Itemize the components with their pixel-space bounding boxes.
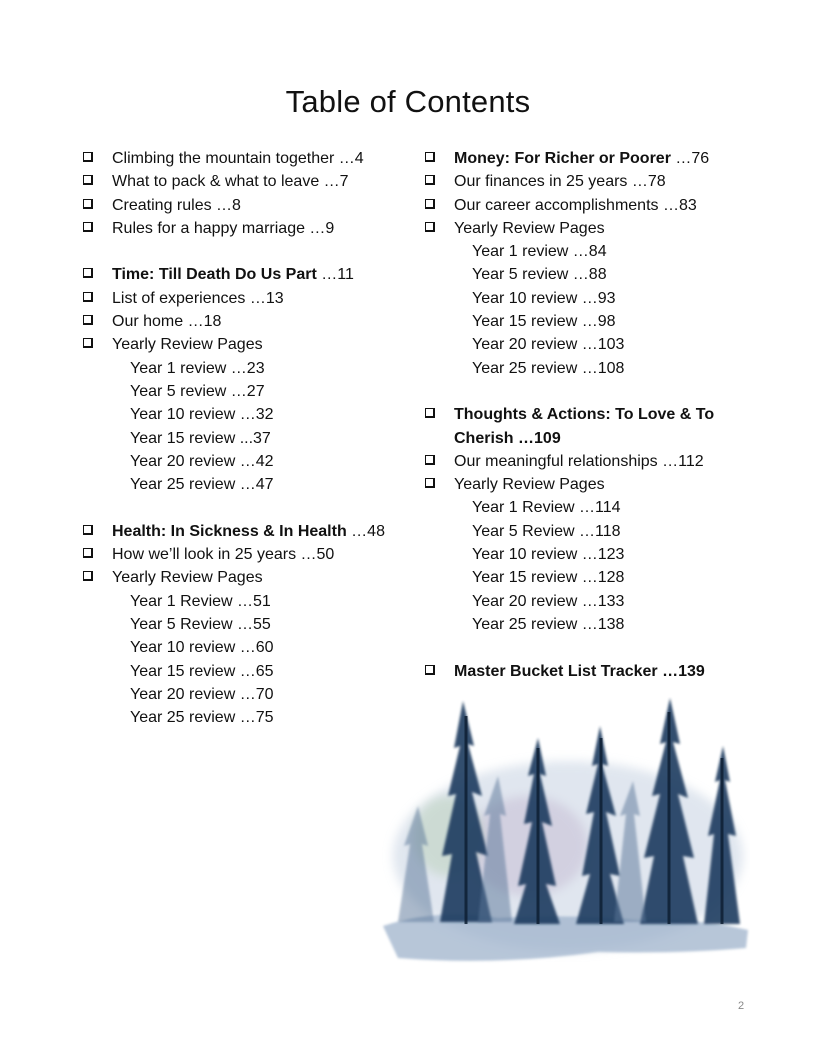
- toc-entry-label: Our career accomplishments: [454, 196, 659, 214]
- checkbox-icon[interactable]: [83, 338, 93, 348]
- toc-item: [425, 473, 755, 496]
- toc-subitem: [425, 333, 755, 356]
- toc-subitem: [425, 357, 755, 380]
- toc-page-number: ...37: [235, 429, 271, 447]
- toc-entry-label: Year 5 Review: [472, 522, 575, 540]
- toc-subitem: [83, 706, 403, 729]
- toc-page-number: …51: [232, 592, 271, 610]
- toc-entry-label: Creating rules: [112, 196, 212, 214]
- toc-page-number: …103: [577, 336, 625, 354]
- toc-entry-label: Year 15 review: [130, 429, 236, 447]
- toc-page-number: …42: [235, 452, 274, 470]
- toc-entry-label: Yearly Review Pages: [112, 336, 263, 354]
- toc-left-column: [83, 147, 403, 729]
- checkbox-icon[interactable]: [83, 175, 93, 185]
- checkbox-icon[interactable]: [83, 199, 93, 209]
- toc-subitem: [83, 357, 403, 380]
- toc-page-number: …50: [296, 546, 335, 564]
- section-spacer: [425, 636, 755, 659]
- checkbox-icon[interactable]: [83, 222, 93, 232]
- toc-page-number: …98: [577, 313, 616, 331]
- checkbox-icon[interactable]: [425, 408, 435, 418]
- toc-entry-label: Time: Till Death Do Us Part: [112, 266, 317, 284]
- checkbox-icon[interactable]: [83, 571, 93, 581]
- toc-page-number: …4: [334, 150, 364, 167]
- toc-page-number: …65: [235, 662, 274, 680]
- section-spacer: [83, 240, 403, 263]
- toc-subitem: [83, 450, 403, 473]
- toc-item: [83, 263, 403, 286]
- checkbox-icon[interactable]: [83, 268, 93, 278]
- checkbox-icon[interactable]: [425, 222, 435, 232]
- toc-entry-label: Year 1 review: [130, 359, 227, 377]
- toc-entry-label: Year 1 Review: [130, 592, 233, 610]
- checkbox-icon[interactable]: [425, 175, 435, 185]
- toc-item: [425, 147, 755, 170]
- toc-entry-label: Year 15 review: [472, 313, 578, 331]
- toc-subitem: [83, 636, 403, 659]
- toc-page-number: …32: [235, 406, 274, 424]
- toc-page-number: …83: [658, 196, 697, 214]
- checkbox-icon[interactable]: [425, 455, 435, 465]
- toc-subitem: [83, 590, 403, 613]
- toc-entry-label: Year 10 review: [130, 406, 236, 424]
- checkbox-icon[interactable]: [83, 525, 93, 535]
- toc-item: [83, 333, 403, 356]
- section-spacer: [425, 380, 755, 403]
- toc-page-number: …27: [226, 382, 265, 400]
- toc-entry-label: Rules for a happy marriage: [112, 219, 305, 237]
- toc-page-number: …23: [226, 359, 265, 377]
- watercolor-pine-trees-illustration: [378, 686, 750, 978]
- toc-page-number: …118: [574, 522, 621, 540]
- toc-entry-label: Year 20 review: [130, 685, 236, 703]
- toc-item: [83, 520, 403, 543]
- checkbox-icon[interactable]: [83, 315, 93, 325]
- toc-entry-label: Climbing the mountain together: [112, 150, 335, 167]
- toc-subitem: [83, 683, 403, 706]
- toc-entry-label: Year 15 review: [130, 662, 236, 680]
- toc-entry-label: Thoughts & Actions: To Love & To Cherish: [454, 406, 715, 447]
- checkbox-icon[interactable]: [83, 152, 93, 162]
- toc-entry-label: Year 20 review: [130, 452, 236, 470]
- toc-item: [83, 310, 403, 333]
- toc-entry-label: Year 20 review: [472, 336, 578, 354]
- toc-item: [83, 543, 403, 566]
- toc-page-number: …108: [577, 359, 625, 377]
- toc-page-number: …76: [670, 150, 710, 167]
- toc-subitem: [83, 403, 403, 426]
- toc-item: [425, 217, 755, 240]
- toc-page-number: …70: [235, 685, 274, 703]
- toc-subitem: [83, 380, 403, 403]
- toc-entry-label: Year 5 Review: [130, 615, 233, 633]
- toc-entry-label: Our finances in 25 years: [454, 173, 628, 191]
- toc-item: [83, 566, 403, 589]
- toc-subitem: [425, 543, 755, 566]
- toc-page-number: …112: [657, 452, 704, 470]
- toc-subitem: [83, 613, 403, 636]
- toc-subitem: [425, 310, 755, 333]
- toc-entry-label: Yearly Review Pages: [454, 476, 605, 494]
- toc-page-number: …84: [568, 243, 607, 261]
- toc-page-number: …18: [183, 313, 222, 331]
- toc-entry-label: Yearly Review Pages: [454, 219, 605, 237]
- toc-page-number: …9: [304, 219, 335, 237]
- toc-item: [425, 450, 755, 473]
- toc-entry-label: Year 5 review: [130, 382, 227, 400]
- toc-entry-label: Year 25 review: [130, 709, 236, 727]
- toc-entry-label: Year 1 review: [472, 243, 569, 261]
- toc-page-number: …11: [316, 266, 354, 284]
- toc-page-number: …114: [574, 499, 621, 517]
- toc-item: [83, 287, 403, 310]
- toc-entry-label: Year 10 review: [130, 639, 236, 657]
- toc-item: [425, 170, 755, 193]
- toc-entry-label: Year 20 review: [472, 592, 578, 610]
- toc-entry-label: Year 5 review: [472, 266, 569, 284]
- checkbox-icon[interactable]: [425, 478, 435, 488]
- toc-item: [425, 194, 755, 217]
- toc-entry-label: Our home: [112, 313, 184, 331]
- toc-item: [83, 217, 403, 240]
- checkbox-icon[interactable]: [425, 199, 435, 209]
- toc-page-number: …55: [232, 615, 271, 633]
- toc-item: [83, 147, 403, 170]
- toc-subitem: [83, 427, 403, 450]
- checkbox-icon[interactable]: [425, 665, 435, 675]
- toc-page-number: …8: [211, 196, 241, 214]
- toc-page-number: …60: [235, 639, 274, 657]
- toc-page-number: …123: [577, 546, 625, 564]
- toc-entry-label: Year 10 review: [472, 289, 578, 307]
- toc-subitem: [425, 566, 755, 589]
- toc-page-number: …13: [245, 289, 284, 307]
- toc-subitem: [425, 520, 755, 543]
- toc-subitem: [425, 613, 755, 636]
- toc-page-number: …138: [577, 615, 625, 633]
- toc-subitem: [425, 287, 755, 310]
- toc-subitem: [425, 590, 755, 613]
- toc-page-number: …139: [657, 662, 705, 680]
- toc-subitem: [83, 473, 403, 496]
- toc-item: [83, 194, 403, 217]
- toc-entry-label: Year 10 review: [472, 546, 578, 564]
- toc-subitem: [425, 240, 755, 263]
- toc-page-number: …128: [577, 569, 625, 587]
- toc-subitem: [83, 660, 403, 683]
- toc-subitem: [425, 496, 755, 519]
- toc-page-number: …93: [577, 289, 616, 307]
- toc-page-number: …78: [627, 173, 666, 191]
- toc-subitem: [425, 263, 755, 286]
- toc-entry-label: Year 15 review: [472, 569, 578, 587]
- toc-entry-label: Health: In Sickness & In Health: [112, 522, 347, 540]
- checkbox-icon[interactable]: [83, 548, 93, 558]
- toc-page-number: …75: [235, 709, 274, 727]
- toc-entry-label: Yearly Review Pages: [112, 569, 263, 587]
- toc-page-number: …109: [513, 429, 561, 447]
- toc-item: [425, 660, 755, 683]
- toc-entry-label: Money: For Richer or Poorer: [454, 150, 671, 167]
- toc-page-number: …133: [577, 592, 625, 610]
- checkbox-icon[interactable]: [425, 152, 435, 162]
- toc-item: [83, 170, 403, 193]
- toc-entry-label: List of experiences: [112, 289, 246, 307]
- toc-item: [425, 403, 755, 450]
- page-title: Table of Contents: [285, 84, 531, 119]
- toc-entry-label: How we’ll look in 25 years: [112, 546, 297, 564]
- toc-entry-label: Master Bucket List Tracker: [454, 662, 658, 680]
- toc-entry-label: Our meaningful relationships: [454, 452, 658, 470]
- toc-page-number: …48: [346, 522, 385, 540]
- toc-page-number: …47: [235, 476, 274, 494]
- toc-entry-label: Year 25 review: [472, 359, 578, 377]
- toc-entry-label: Year 1 Review: [472, 499, 575, 517]
- toc-page-number: …88: [568, 266, 607, 284]
- toc-entry-label: Year 25 review: [130, 476, 236, 494]
- toc-right-column: [425, 147, 755, 683]
- checkbox-icon[interactable]: [83, 292, 93, 302]
- page-number: 2: [738, 1000, 745, 1012]
- toc-page-number: …7: [319, 173, 349, 191]
- toc-entry-label: What to pack & what to leave: [112, 173, 320, 191]
- section-spacer: [83, 496, 403, 519]
- toc-entry-label: Year 25 review: [472, 615, 578, 633]
